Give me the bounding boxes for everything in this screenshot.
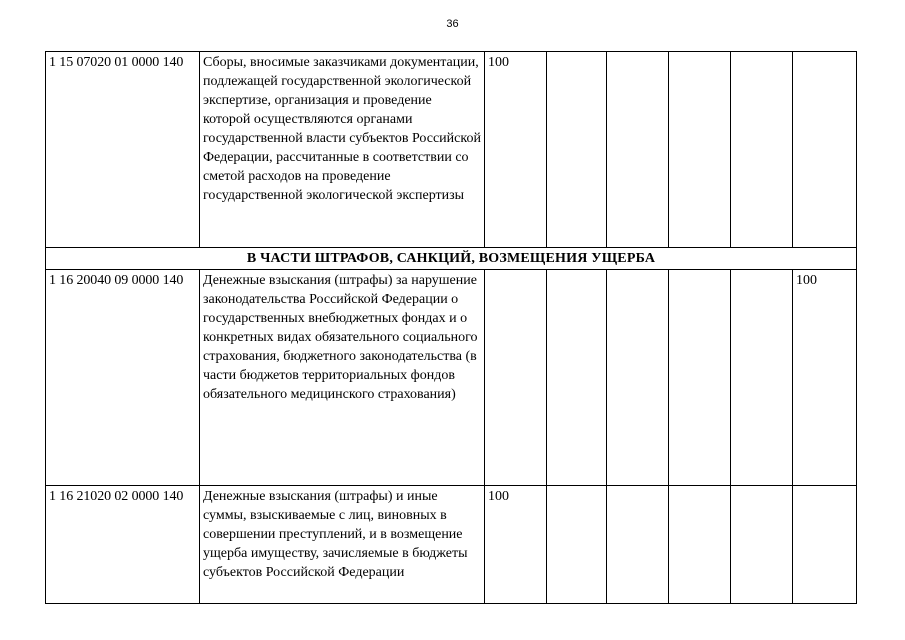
value-cell — [547, 486, 607, 604]
value-cell: 100 — [485, 486, 547, 604]
value-cell — [731, 52, 793, 248]
section-header-row — [46, 248, 857, 270]
value-cell — [669, 270, 731, 486]
section-title: В ЧАСТИ ШТРАФОВ, САНКЦИЙ, ВОЗМЕЩЕНИЯ УЩЕРБА — [46, 248, 857, 270]
table-row — [46, 270, 857, 486]
page-number: 36 — [446, 18, 459, 30]
value-cell — [669, 486, 731, 604]
value-cell — [607, 486, 669, 604]
value-cell — [731, 486, 793, 604]
classification-code: 1 16 21020 02 0000 140 — [46, 486, 200, 604]
value-cell — [607, 270, 669, 486]
value-cell — [731, 270, 793, 486]
value-cell — [547, 52, 607, 248]
revenue-name: Денежные взыскания (штрафы) и иные суммы, взыскиваемые с лиц, виновных в совершении преступлений, и в возмещение ущерба имуществу, зачисляемые в бюджеты субъектов Российской Федерации — [200, 486, 485, 604]
value-cell — [793, 486, 857, 604]
revenue-name: Денежные взыскания (штрафы) за нарушение законодательства Российской Федерации о государственных внебюджетных фондах и о конкретных видах обязательного социального страхования, бюджетного законодательства (в части бюджетов территориальных фондов обязательного медицинского страхования) — [200, 270, 485, 486]
value-cell — [793, 52, 857, 248]
budget-classification-table — [45, 51, 857, 604]
value-cell — [607, 52, 669, 248]
value-cell: 100 — [485, 52, 547, 248]
classification-code: 1 15 07020 01 0000 140 — [46, 52, 200, 248]
value-cell — [547, 270, 607, 486]
revenue-name: Сборы, вносимые заказчиками документации, подлежащей государственной экологической экспертизе, организация и проведение которой осуществляются органами государственной власти субъектов Российской Федерации, рассчитанные в соответствии со сметой расходов на проведение государственной экологической экспертизы — [200, 52, 485, 248]
table-row — [46, 486, 857, 604]
value-cell — [485, 270, 547, 486]
classification-code: 1 16 20040 09 0000 140 — [46, 270, 200, 486]
value-cell — [669, 52, 731, 248]
value-cell: 100 — [793, 270, 857, 486]
table-row — [46, 52, 857, 248]
